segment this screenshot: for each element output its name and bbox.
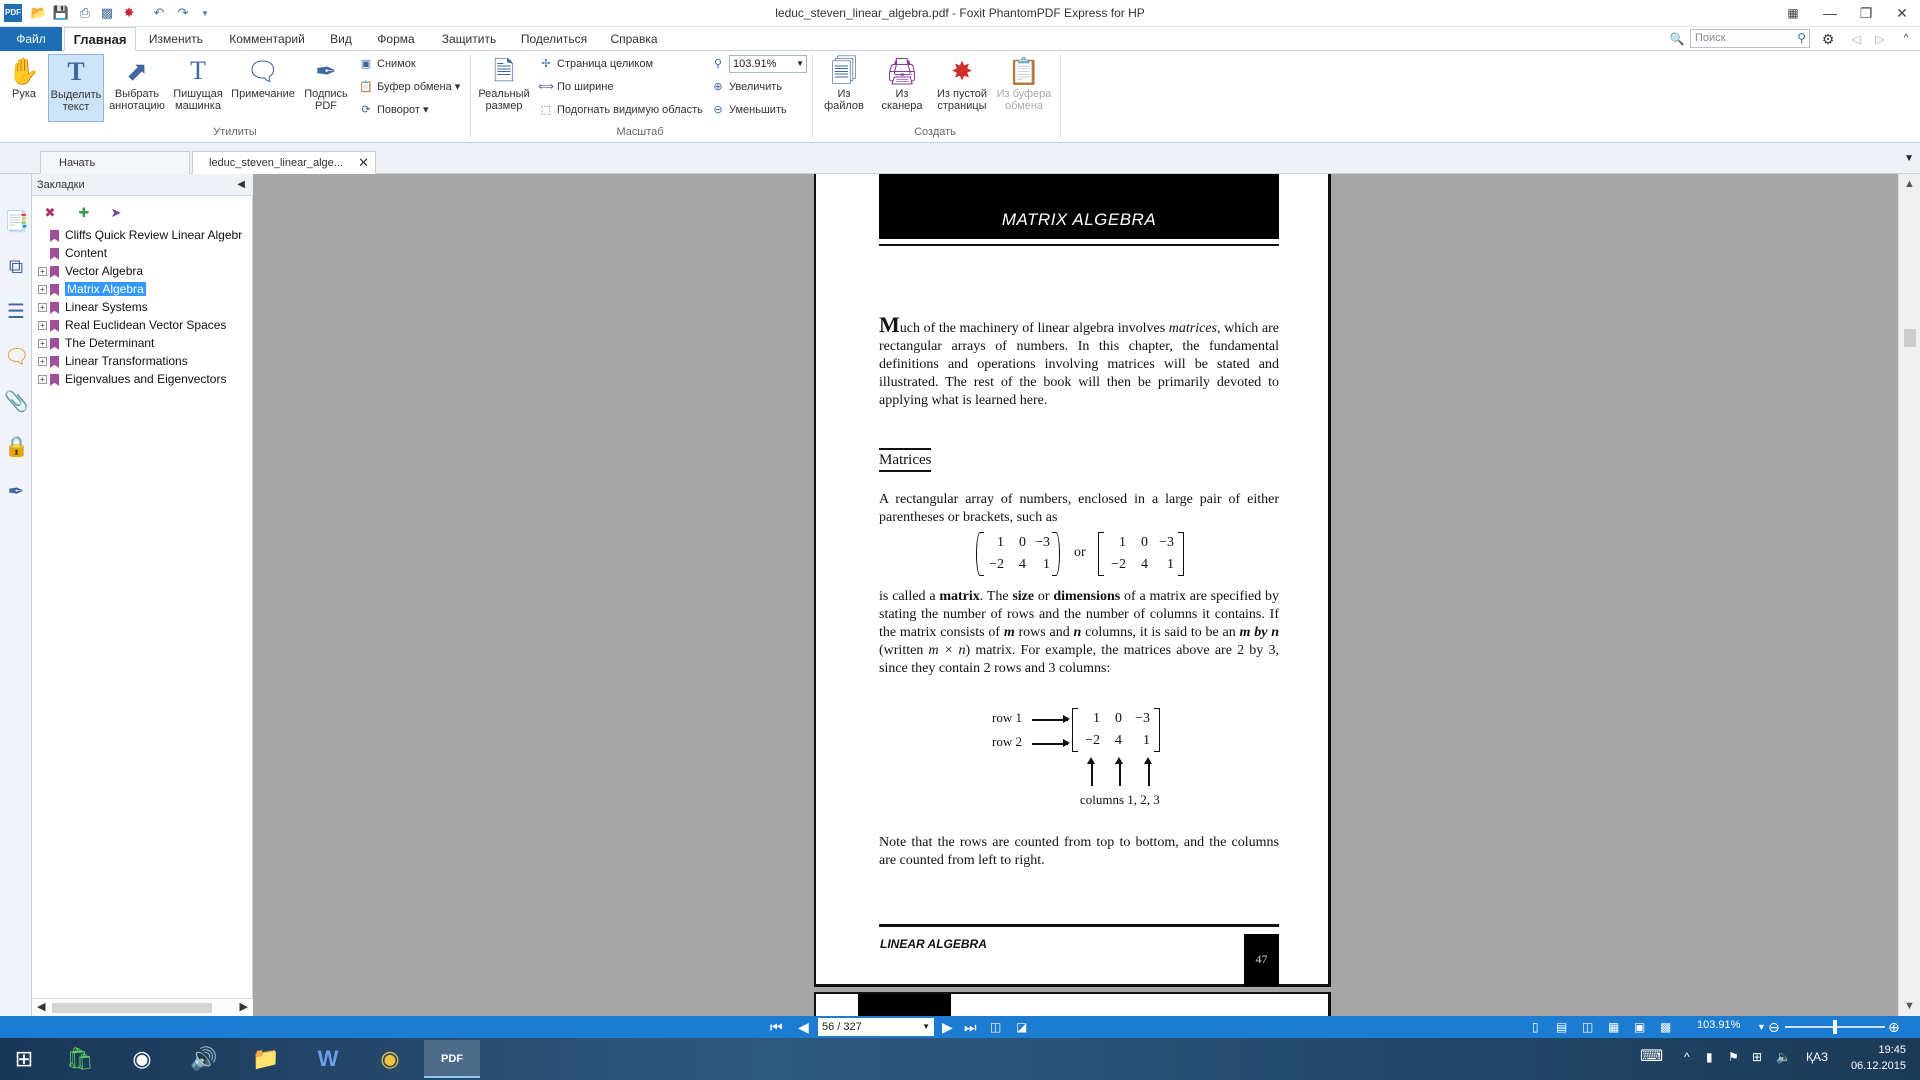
bookmark-item[interactable] [38,371,226,388]
windows-notify-icon[interactable]: ⊞ [1752,1050,1763,1064]
row2-label: row 2 [992,734,1022,749]
first-page-icon[interactable]: ⏮ [770,1019,783,1035]
bookmark-icon [50,356,59,368]
window-title: leduc_steven_linear_algebra.pdf - Foxit PhantomPDF Express for HP [775,6,1145,20]
expand-icon[interactable]: + [38,339,47,348]
tab-comment[interactable]: Комментарий [229,32,305,46]
zoom-out-icon[interactable]: ⊖ [1768,1019,1780,1035]
page-icon: 🗎 [493,56,515,86]
typewriter-label: Пишущая машинка [173,88,223,112]
column2-arrow [1119,760,1121,786]
last-page-icon[interactable]: ⏭ [964,1019,977,1035]
size-paragraph: is called a matrix. The size or dimensions of a matrix are specified by stating the number of rows and the number of columns it contains. If the matrix consists of m rows and n columns, it is said to be an m by n (written m × n) matrix. For example, the matrices above are 2 by 3, since they contain 2 rows and 3 columns: [879,589,1280,676]
matrix-definition-paragraph: A rectangular array of numbers, enclosed in a large pair of either parentheses or brackets, such as [879,492,1279,525]
fit-visible-button[interactable] [538,100,703,120]
bookmark-label: Linear Systems [65,300,148,314]
undo-icon[interactable]: ↶ [153,5,165,20]
rotate-label: Поворот [377,104,420,116]
fit-page-label: Страница целиком [557,58,654,70]
matrix-row: 1 0 −3 [997,535,1050,550]
customize-icon[interactable]: ▾ [202,8,208,18]
select-text-button[interactable] [48,54,104,122]
keyboard-icon[interactable]: ⌨ [1640,1048,1664,1065]
zoom-select[interactable] [729,55,807,73]
zoom-in-label: Увеличить [729,81,783,93]
hand-tool-button[interactable] [4,54,44,122]
collapse-ribbon-icon[interactable]: ^ [1903,33,1909,44]
from-clipboard-button[interactable] [994,54,1054,122]
save-icon[interactable]: 💾 [52,5,70,20]
forward-icon[interactable]: ▷ [1875,32,1885,46]
bookmark-icon [50,320,59,332]
blank-page-button[interactable] [934,54,990,122]
add-bookmark-icon[interactable]: ✚ [78,205,90,220]
search-placeholder: Поиск [1695,32,1726,44]
bookmarks-panel-icon[interactable]: 📑 [4,211,29,233]
row1-arrow [1032,719,1068,721]
expand-icon[interactable]: + [38,303,47,312]
blank-page-icon: ✸ [951,56,973,86]
or-word: or [1074,545,1086,560]
scanner-icon: 🖨 [885,56,919,86]
ribbon [0,51,1920,143]
minimize-button[interactable]: — [1823,5,1837,21]
bookmark-item[interactable] [38,245,107,262]
fit-page-button[interactable] [538,54,653,74]
bookmark-item[interactable] [38,263,143,280]
snapshot-button[interactable] [358,54,416,74]
right-parenthesis [1052,532,1060,576]
from-scanner-button[interactable] [874,54,930,122]
bookmark-item[interactable] [38,353,188,370]
note-icon: 🗨 [246,56,280,86]
select-annotation-button[interactable] [108,54,166,122]
delete-bookmark-icon[interactable]: ✖ [44,205,56,220]
from-files-label: Из файлов [824,88,864,112]
status-bar [0,1016,1920,1038]
fit-width-label: По ширине [557,81,614,93]
fit-width-button[interactable] [538,77,614,97]
pages-panel-icon[interactable]: ⧉ [8,256,24,278]
group-label-create: Создать [914,126,956,138]
column1-arrow [1091,760,1093,786]
note-button[interactable] [230,54,296,122]
bookmark-label: Vector Algebra [65,264,144,278]
zoom-in-icon: ⊕ [713,81,723,93]
expand-icon[interactable]: + [38,285,47,294]
zoom-magnifier-icon: ⚲ [713,58,723,70]
new-icon[interactable]: ✸ [123,5,135,20]
from-files-button[interactable] [818,54,870,122]
bookmark-icon [50,374,59,386]
page-number: 47 [1244,934,1279,986]
chevron-down-icon: ▼ [922,1022,930,1031]
redo-icon[interactable]: ↷ [177,5,189,20]
intro-text-2: , which are rectangular arrays of numbers. In this chapter, the fundamental definitions and operations involving matrices will be stated and illustrated. The rest of the book will then be primarily devoted to applying what is learned here. [879,321,1279,408]
tab-home[interactable]: Главная [64,27,136,51]
camera-icon: ▣ [360,58,372,70]
volume-icon[interactable]: 🔈 [1776,1050,1791,1064]
page-number-value: 56 / 327 [822,1021,862,1033]
select-annotation-label: Выбрать аннотацию [109,88,165,112]
ribbon-tab-bar [0,27,1920,51]
language-indicator[interactable]: ҚАЗ [1806,1050,1829,1064]
chrome-icon[interactable]: ◉ [380,1046,400,1071]
tab-list-icon[interactable]: ▼ [1904,153,1914,164]
clipboard-pdf-icon: 📋 [1007,56,1041,86]
bookmark-label: Cliffs Quick Review Linear Algebr [65,228,243,242]
matrix-row: −2 4 1 [1111,557,1174,572]
expand-bookmark-icon[interactable]: ➤ [110,205,122,220]
matrix-row: −2 4 1 [989,557,1050,572]
bookmark-icon [50,302,59,314]
expand-icon[interactable]: + [38,357,47,366]
group-label-tools: Утилиты [213,126,257,138]
typewriter-icon: T [190,56,206,85]
hand-label: Рука [11,88,36,100]
fit-visible-label: Подогнать видимую область [557,104,703,116]
bookmark-icon [50,230,59,242]
tab-form[interactable]: Форма [377,32,415,46]
bookmark-icon [50,284,59,296]
fullscreen-icon[interactable]: ▣ [1634,1020,1646,1034]
group-label-zoom: Масштаб [616,126,664,138]
next-pdf-page [814,992,1331,1016]
tab-document-label: leduc_steven_linear_alge... [209,157,343,169]
single-page-icon[interactable]: ▯ [1532,1020,1539,1034]
next-page-banner [858,994,951,1016]
zoom-out-button[interactable] [710,100,787,120]
pen-icon: ✒ [315,56,337,86]
zoom-out-icon: ⊖ [713,104,723,116]
next-view-icon[interactable]: ◪ [1016,1020,1028,1034]
document-vscrollbar[interactable] [1898,174,1920,1016]
fit-visible-icon: ⬚ [540,104,552,116]
tab-start[interactable] [40,151,190,174]
document-tab-bar [0,143,1920,174]
chevron-down-icon: ▼ [796,59,804,68]
matrix-brackets [1098,532,1188,576]
tab-protect[interactable]: Защитить [441,32,497,46]
scroll-right-icon[interactable]: ▶ [239,1001,248,1013]
word-icon[interactable]: W [317,1046,339,1071]
bookmark-label: Content [65,246,108,260]
tab-edit[interactable]: Изменить [148,32,204,46]
bookmark-label: Linear Transformations [65,354,188,368]
file-explorer-icon[interactable]: 📁 [252,1046,280,1071]
drop-cap: M [879,312,900,337]
bookmark-icon [50,338,59,350]
actual-size-label: Реальный размер [478,88,530,112]
chapter-banner: MATRIX ALGEBRA [879,174,1279,239]
media-player-icon[interactable]: ◉ [132,1046,152,1071]
maximize-button[interactable]: ❐ [1859,5,1873,21]
blank-page-label: Из пустой страницы [936,88,987,112]
from-scanner-label: Из сканера [881,88,923,112]
right-bracket [1154,708,1160,752]
bookmark-item[interactable] [38,281,146,298]
audio-app-icon[interactable]: 🔊 [190,1046,218,1071]
previous-page-icon[interactable]: ◀ [798,1019,809,1035]
footer-rule [879,924,1279,927]
bookmarks-title: Закладки [37,179,85,191]
tab-help[interactable]: Справка [610,32,658,46]
bookmark-item[interactable] [38,227,242,244]
running-footer: LINEAR ALGEBRA [880,937,987,951]
row2-arrow [1032,743,1068,745]
bookmark-item[interactable] [38,317,226,334]
zoom-slider[interactable] [1785,1026,1885,1028]
navigation-strip [0,174,32,1016]
bookmarks-header [32,174,253,196]
text-cursor-icon: T [67,57,85,86]
taskbar [0,1038,1920,1080]
scroll-left-icon[interactable]: ◀ [37,1001,46,1013]
note-label: Примечание [231,88,295,100]
bookmark-item[interactable] [38,299,148,316]
clipboard-button[interactable]: 📋 Буфер обмена ▾ [358,77,460,97]
actual-size-button[interactable] [476,54,532,122]
matrix-parentheses [976,532,1066,576]
zoom-slider-knob[interactable] [1833,1020,1837,1034]
clock-time: 19:45 [1878,1044,1906,1056]
zoom-in-icon[interactable]: ⊕ [1888,1019,1900,1035]
clock-date: 06.12.2015 [1850,1060,1906,1072]
bookmarks-panel [32,174,253,1016]
zoom-in-button[interactable] [710,77,782,97]
intro-paragraph [879,312,1279,410]
bookmark-icon [50,248,59,260]
intro-text-1: uch of the machinery of linear algebra involves [899,321,1169,336]
zoom-dropdown-icon[interactable]: ▼ [1757,1022,1766,1032]
fit-page-icon: ✢ [541,58,551,70]
network-icon[interactable]: ▮ [1706,1050,1713,1064]
expand-icon[interactable]: + [38,321,47,330]
labeled-matrix [1072,708,1162,752]
tray-expand-icon[interactable]: ^ [1684,1050,1690,1064]
ribbon-separator [470,55,471,137]
bookmark-label: Eigenvalues and Eigenvectors [65,372,227,386]
banner-rule [879,244,1279,246]
bookmark-item[interactable] [38,335,154,352]
gear-icon[interactable]: ⚙ [1821,31,1835,47]
tab-share[interactable]: Поделиться [520,32,588,46]
typewriter-button[interactable] [170,54,226,122]
back-icon[interactable]: ◁ [1851,32,1861,46]
rotate-button[interactable]: ⟳ Поворот ▾ [358,100,428,120]
expand-icon[interactable]: + [38,267,47,276]
matrix-row: 1 0 −3 [1119,535,1174,550]
flag-icon[interactable]: ⚑ [1728,1050,1739,1064]
scroll-thumb[interactable] [52,1003,212,1013]
scroll-up-icon[interactable]: ▲ [1904,178,1915,190]
scroll-thumb[interactable] [1904,329,1916,347]
ribbon-separator [812,55,813,137]
zoom-out-label: Уменьшить [729,104,787,116]
bookmark-label: The Determinant [65,336,155,350]
sign-pdf-button[interactable] [300,54,352,122]
comments-panel-icon[interactable]: 🗨 [4,346,30,368]
facing-icon[interactable]: ◫ [1582,1020,1594,1034]
clipboard-label: Буфер обмена [377,81,452,93]
fit-width-icon: ⟺ [538,81,554,93]
pdf-logo-icon[interactable]: PDF [4,4,22,22]
tab-start-label: Начать [59,157,96,169]
section-heading: Matrices [879,448,931,472]
files-icon: 🗐 [831,56,857,86]
ribbon-separator [1060,55,1061,137]
close-tab-icon[interactable]: ✕ [358,155,369,170]
select-text-label: Выделить текст [50,89,102,113]
from-clipboard-label: Из буфера обмена [996,88,1052,112]
security-panel-icon[interactable]: 🔒 [4,436,29,458]
sign-pdf-label: Подпись PDF [304,88,348,112]
close-button[interactable]: ✕ [1896,5,1908,21]
restore-ribbon-icon[interactable]: ▦ [1787,6,1799,20]
annotation-pointer-icon: ⬈ [126,56,148,86]
collapse-panel-icon[interactable]: ◀ [237,179,245,190]
scroll-down-icon[interactable]: ▼ [1904,1000,1915,1012]
open-icon[interactable]: 📂 [30,5,48,20]
continuous-icon[interactable]: ▤ [1556,1020,1568,1034]
print-icon[interactable]: ⎙ [79,5,91,20]
next-page-icon[interactable]: ▶ [942,1019,953,1035]
continuous-facing-icon[interactable]: ▦ [1608,1020,1620,1034]
page-number-input[interactable] [818,1018,934,1036]
store-icon[interactable]: 🛍 [66,1046,94,1071]
signature-panel-icon[interactable]: ✒ [7,481,25,503]
title-bar [0,0,1920,27]
pdf-page [814,174,1331,987]
attachments-panel-icon[interactable]: 📎 [4,391,29,413]
clipboard-icon: 📋 [359,81,373,93]
note-paragraph: Note that the rows are counted from top to bottom, and the columns are counted from left to right. [879,835,1279,868]
matrix-row: −2 4 1 [1085,733,1150,748]
bookmark-icon [50,266,59,278]
expand-icon[interactable]: + [38,375,47,384]
foxit-pdf-icon[interactable]: PDF [424,1040,480,1078]
column3-arrow [1148,760,1150,786]
reflow-icon[interactable]: ▩ [1660,1020,1672,1034]
find-icon[interactable]: 🔍 [1669,32,1685,46]
tab-document[interactable] [192,151,376,174]
search-icon[interactable]: ⚲ [1797,31,1806,45]
matrix-row: 1 0 −3 [1093,711,1150,726]
status-zoom-value[interactable]: 103.91% [1697,1019,1741,1031]
row1-label: row 1 [992,710,1022,725]
hand-icon: ✋ [7,56,41,86]
bookmark-label: Matrix Algebra [67,282,144,296]
right-bracket [1178,532,1184,576]
columns-label: columns 1, 2, 3 [1080,792,1160,807]
rotate-icon: ⟳ [361,104,371,116]
windows-start-icon[interactable]: ⊞ [14,1046,34,1071]
clock[interactable] [1851,1042,1906,1074]
bookmark-label: Real Euclidean Vector Spaces [65,318,227,332]
snapshot-label: Снимок [377,58,416,70]
scan-icon[interactable]: ▩ [100,5,114,20]
intro-emphasis: matrices [1168,321,1217,336]
zoom-value: 103.91% [733,58,777,70]
tab-view[interactable]: Вид [330,32,352,46]
layers-panel-icon[interactable]: ☰ [7,301,25,323]
bookmarks-hscrollbar[interactable] [32,998,253,1016]
search-input[interactable] [1690,29,1810,48]
previous-view-icon[interactable]: ◫ [990,1020,1002,1034]
tab-file[interactable]: Файл [0,27,62,51]
